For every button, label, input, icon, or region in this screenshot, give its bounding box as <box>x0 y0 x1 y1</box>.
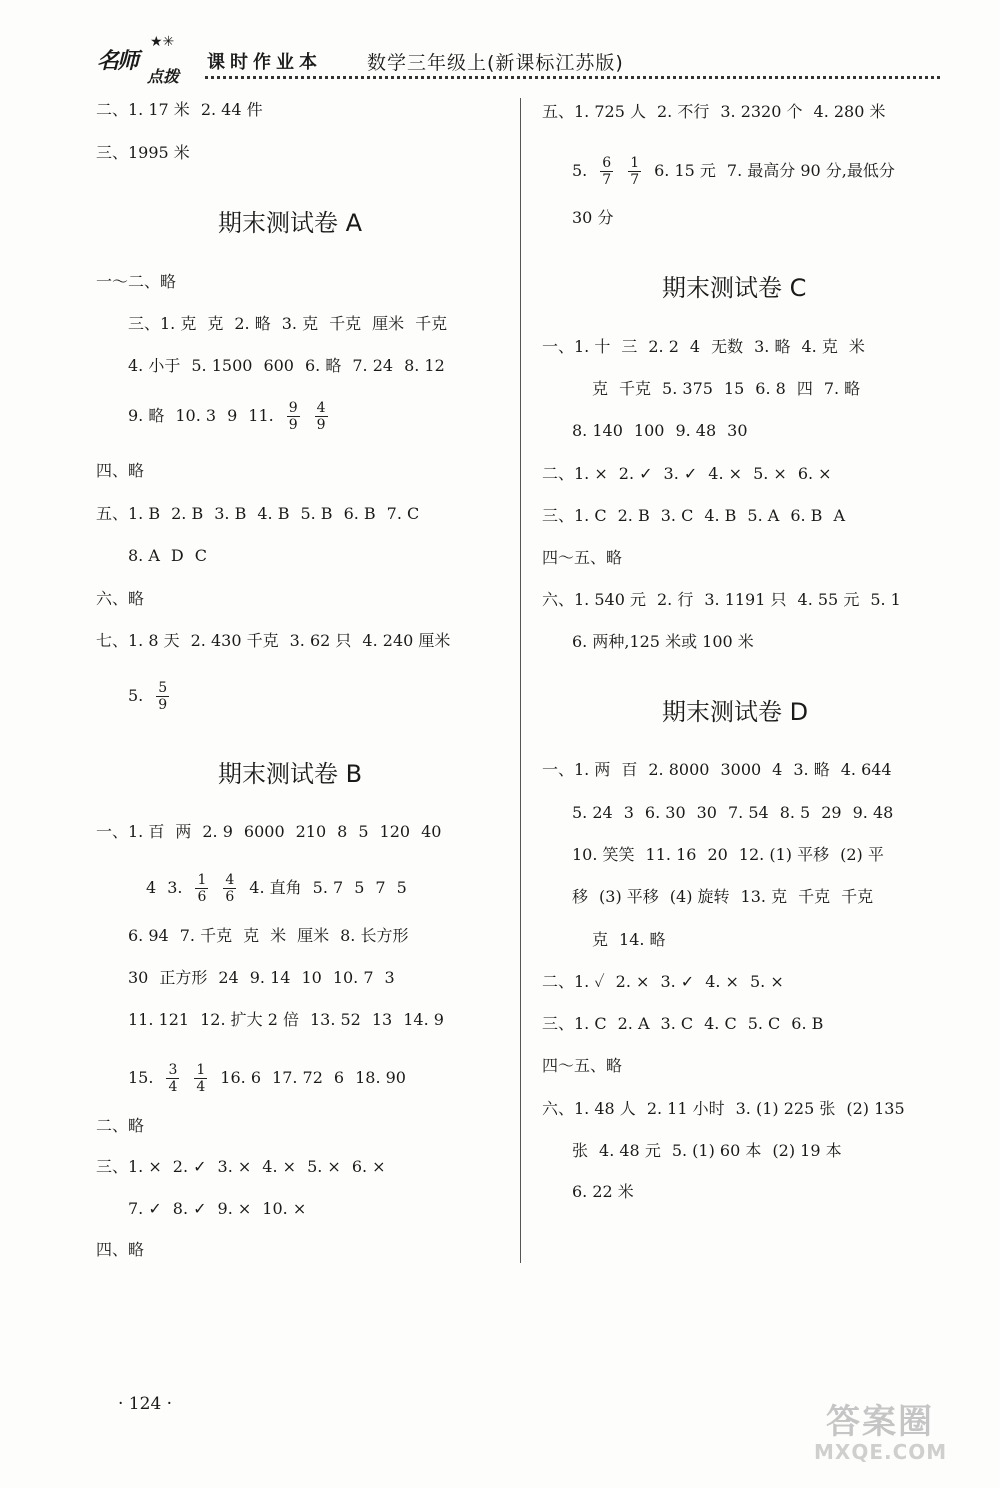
answer-text: 二、1. ✓ <box>542 972 605 991</box>
exam-section-heading: 期末测试卷 B <box>218 760 363 788</box>
answer-text: 4. 克 <box>801 337 838 356</box>
fraction <box>628 155 641 188</box>
answer-text: 2. × <box>615 972 650 991</box>
answer-text: 4. 小于 <box>128 356 181 375</box>
answer-text: 7 <box>375 878 386 897</box>
answer-text: 2. 8000 <box>648 760 710 779</box>
answer-text: 4. B <box>257 504 290 523</box>
answer-text: 2. 行 <box>656 590 694 609</box>
answer-text: (2) 135 <box>846 1099 905 1118</box>
answer-text: 张 <box>572 1141 589 1160</box>
answer-text: 四～五、略 <box>542 548 623 567</box>
answer-text: 6000 <box>243 822 285 841</box>
answer-line <box>128 1199 306 1219</box>
answer-text: 8. ✓ <box>172 1199 207 1218</box>
answer-text: 2. A <box>617 1014 650 1033</box>
answer-text: 二、略 <box>96 1116 145 1135</box>
answer-text: 3 <box>623 803 634 822</box>
answer-text: 一、1. 十 <box>542 337 611 356</box>
answer-text: 7. 54 <box>727 803 769 822</box>
answer-text: 3 <box>384 968 395 987</box>
answer-text: 12. 扩大 2 倍 <box>200 1010 299 1029</box>
fraction-denominator: 6 <box>225 889 235 905</box>
fraction-denominator: 9 <box>316 417 326 433</box>
answer-text: 3. B <box>214 504 247 523</box>
answer-text: 6. 略 <box>304 356 342 375</box>
answer-line <box>128 1062 406 1095</box>
answer-text: 3. (1) 225 张 <box>735 1099 836 1118</box>
answer-text: 克 <box>592 379 609 398</box>
answer-text: 3. C <box>660 506 694 525</box>
answer-text: 6. 22 米 <box>572 1182 634 1201</box>
answer-text: 4. C <box>704 1014 737 1033</box>
answer-line <box>96 822 441 842</box>
answer-text: 5 <box>396 878 407 897</box>
fraction-denominator: 9 <box>158 697 168 713</box>
answer-text: 四 <box>796 379 813 398</box>
answer-text: 4. 48 元 <box>599 1141 661 1160</box>
answer-text: 10 <box>301 968 322 987</box>
answer-text: 9. 48 <box>852 803 894 822</box>
answer-text: 6. × <box>797 464 832 483</box>
answer-text: 厘米 <box>297 926 330 945</box>
answer-text: 15 <box>723 379 745 398</box>
answer-text: 二、1. 17 米 <box>96 100 190 119</box>
answer-text: 4 <box>772 760 783 779</box>
answer-text: 8. 长方形 <box>340 926 409 945</box>
answer-text: 6. 15 元 <box>654 161 716 180</box>
answer-text: 3000 <box>720 760 762 779</box>
exam-section-heading: 期末测试卷 A <box>218 209 363 237</box>
answer-text: 4. × <box>708 464 743 483</box>
fraction-numerator: 1 <box>197 872 207 888</box>
fraction-denominator: 6 <box>197 889 207 905</box>
fraction-numerator: 9 <box>288 400 298 416</box>
fraction-denominator: 7 <box>630 172 640 188</box>
answer-text: 6. B <box>791 1014 824 1033</box>
answer-text: 5. 1500 <box>191 356 253 375</box>
answer-text: 2. B <box>617 506 650 525</box>
answer-text: 3. 62 只 <box>289 631 352 650</box>
exam-section-heading: 期末测试卷 D <box>662 698 809 726</box>
answer-text: 7. C <box>386 504 420 523</box>
answer-text: 4. 55 元 <box>797 590 860 609</box>
answer-line <box>96 272 176 292</box>
answer-line <box>572 1141 842 1161</box>
answer-text: 6. 两种,125 米或 100 米 <box>572 632 754 651</box>
answer-text: 4. B <box>704 506 737 525</box>
answer-text: 5. (1) 60 本 <box>671 1141 762 1160</box>
answer-text: 4 <box>146 878 157 897</box>
answer-line <box>96 143 190 163</box>
answer-line <box>96 504 419 524</box>
answer-text: 2. B <box>171 504 204 523</box>
answer-line <box>128 680 171 713</box>
answer-text: 2. ✓ <box>172 1157 207 1176</box>
answer-line <box>96 461 144 481</box>
answer-text: 8. 12 <box>404 356 445 375</box>
star-icon: ★✳ <box>150 34 175 50</box>
answer-line <box>572 845 884 865</box>
answer-text: 4. 280 米 <box>813 102 886 121</box>
answer-line <box>128 356 445 376</box>
answer-text: 5. × <box>307 1157 341 1176</box>
answer-text: 米 <box>848 337 865 356</box>
fraction-denominator: 9 <box>288 417 298 433</box>
answer-text: 9. × <box>217 1199 252 1218</box>
answer-line <box>128 968 395 988</box>
answer-text: 14. 略 <box>619 930 666 949</box>
fraction <box>194 1062 207 1095</box>
answer-line <box>572 632 754 652</box>
answer-text: 3. × <box>217 1157 252 1176</box>
answer-text: 15. <box>128 1068 154 1087</box>
answer-text: 29 <box>821 803 842 822</box>
answer-line <box>128 314 447 334</box>
answer-text: 10. × <box>262 1199 307 1218</box>
answer-text: 9. 48 <box>675 421 717 440</box>
answer-line <box>572 421 748 441</box>
answer-line <box>542 972 784 992</box>
answer-text: 3. 略 <box>793 760 830 779</box>
answer-text: 五、1. 725 人 <box>542 102 646 121</box>
answer-text: 一、1. 两 <box>542 760 611 779</box>
answer-text: 12. (1) 平移 <box>738 845 830 864</box>
answer-text: 4. × <box>705 972 739 991</box>
answer-text: 一～二、略 <box>96 272 177 291</box>
column-divider <box>520 98 521 1263</box>
answer-text: 10. 笑笑 <box>572 845 635 864</box>
answer-text: 20 <box>707 845 728 864</box>
answer-text: 7. 千克 <box>179 926 233 945</box>
answer-text: 5. B <box>300 504 333 523</box>
answer-line <box>592 379 860 399</box>
answer-text: 千克 <box>841 887 874 906</box>
answer-text: 17. 72 <box>272 1068 323 1087</box>
answer-text: 六、略 <box>96 589 145 608</box>
fraction-numerator: 4 <box>316 400 326 416</box>
answer-text: 14. 9 <box>403 1010 444 1029</box>
answer-text: 4 <box>689 337 701 356</box>
answer-text: 6. 8 <box>755 379 786 398</box>
fraction-numerator: 6 <box>602 155 612 171</box>
answer-text: 7. ✓ <box>128 1199 162 1218</box>
answer-line <box>96 1116 144 1136</box>
answer-text: 2. 2 <box>648 337 679 356</box>
answer-text: 3. 克 <box>281 314 319 333</box>
fraction-numerator: 5 <box>158 680 168 696</box>
answer-text: 6. × <box>351 1157 386 1176</box>
answer-text: 四、略 <box>96 1240 145 1259</box>
answer-text: 100 <box>633 421 665 440</box>
answer-text: 千克 <box>415 314 448 333</box>
answer-text: 7. 略 <box>823 379 861 398</box>
answer-text: 5. × <box>749 972 784 991</box>
answer-text: 6. B <box>790 506 823 525</box>
answer-text: 五、1. B <box>96 504 161 523</box>
answer-text: 11. 16 <box>645 845 697 864</box>
answer-line <box>542 1099 905 1119</box>
answer-text: D <box>170 546 184 565</box>
answer-text: 5. 375 <box>662 379 713 398</box>
answer-line <box>542 464 832 484</box>
answer-text: 三、1995 米 <box>96 143 190 162</box>
answer-text: (2) 19 本 <box>772 1141 842 1160</box>
answer-text: 三 <box>621 337 638 356</box>
answer-text: 3. ✓ <box>660 972 695 991</box>
answer-text: 6 <box>333 1068 345 1087</box>
answer-text: 三、1. C <box>542 506 607 525</box>
answer-text: 7. 最高分 90 分,最低分 <box>726 161 895 180</box>
answer-text: (2) 平 <box>840 845 884 864</box>
answer-text: 5. <box>572 161 588 180</box>
answer-text: 正方形 <box>159 968 208 987</box>
answer-text: (3) 平移 <box>599 887 659 906</box>
answer-text: 厘米 <box>372 314 405 333</box>
fraction-denominator: 4 <box>196 1079 206 1095</box>
answer-text: 七、1. 8 天 <box>96 631 180 650</box>
answer-text: 5. 1 <box>870 590 901 609</box>
answer-line <box>96 589 144 609</box>
answer-text: 9. 14 <box>249 968 291 987</box>
answer-text: 8. A <box>128 546 160 565</box>
answer-text: 2. ✓ <box>618 464 653 483</box>
answer-text: 5 <box>358 822 369 841</box>
answer-line <box>96 1157 386 1177</box>
answer-text: 3. C <box>660 1014 694 1033</box>
answer-text: 11. <box>248 406 274 425</box>
answer-text: 16. 6 <box>220 1068 262 1087</box>
answer-line <box>128 926 408 946</box>
answer-text: 克 <box>592 930 609 949</box>
fraction-numerator: 1 <box>630 155 640 171</box>
fraction <box>166 1062 179 1095</box>
watermark-url: MXQE.COM <box>814 1440 948 1464</box>
answer-text: 3. <box>167 878 183 897</box>
answer-text: 三、1. 克 <box>128 314 197 333</box>
answer-text: 2. 430 千克 <box>190 631 279 650</box>
answer-line <box>542 102 886 122</box>
answer-text: 6. 94 <box>128 926 169 945</box>
answer-line <box>592 930 666 950</box>
answer-text: 3. 2320 个 <box>720 102 803 121</box>
answer-text: 百 <box>621 760 638 779</box>
answer-text: C <box>194 546 207 565</box>
answer-line <box>96 100 263 120</box>
answer-line <box>572 887 873 907</box>
page-number: · 124 · <box>118 1394 173 1414</box>
answer-line <box>542 506 845 526</box>
answer-text: 4. × <box>262 1157 297 1176</box>
fraction <box>600 155 613 188</box>
answer-text: 2. 略 <box>234 314 271 333</box>
answer-text: 5. A <box>747 506 780 525</box>
answer-text: (4) 旋转 <box>669 887 730 906</box>
answer-text: 2. 不行 <box>656 102 710 121</box>
answer-text: 600 <box>263 356 294 375</box>
answer-text: 二、1. × <box>542 464 608 483</box>
answer-text: 10. 7 <box>332 968 374 987</box>
answer-text: 无数 <box>711 337 744 356</box>
answer-text: 30 <box>727 421 748 440</box>
answer-line <box>128 546 207 566</box>
answer-text: 30 <box>128 968 149 987</box>
answer-text: 2. 11 小时 <box>646 1099 725 1118</box>
answer-text: A <box>833 506 845 525</box>
answer-text: 8. 140 <box>572 421 623 440</box>
fraction <box>156 680 169 713</box>
answer-text: 2. 44 件 <box>200 100 263 119</box>
answer-text: 5. × <box>753 464 787 483</box>
exam-section-heading: 期末测试卷 C <box>662 274 807 302</box>
brand-logo <box>95 34 205 84</box>
answer-text: 5. C <box>747 1014 781 1033</box>
book-title: 数学三年级上(新课标江苏版) <box>367 52 624 74</box>
answer-line <box>128 400 330 433</box>
answer-text: 三、1. C <box>542 1014 607 1033</box>
answer-text: 一、1. 百 <box>96 822 165 841</box>
answer-line <box>572 803 893 823</box>
answer-line <box>542 1014 823 1034</box>
answer-text: 两 <box>175 822 192 841</box>
answer-text: 5. <box>128 686 144 705</box>
answer-text: 4. 240 厘米 <box>362 631 451 650</box>
series-title: 课时作业本 <box>207 52 322 73</box>
answer-text: 10. 3 <box>175 406 217 425</box>
answer-text: 7. 24 <box>352 356 394 375</box>
answer-text: 5 <box>354 878 365 897</box>
answer-text: 9. 略 <box>128 406 165 425</box>
answer-text: 6. B <box>343 504 376 523</box>
answer-text: 5. 24 <box>572 803 613 822</box>
answer-text: 四、略 <box>96 461 145 480</box>
answer-text: 9 <box>227 406 238 425</box>
answer-line <box>542 1056 622 1076</box>
answer-text: 4. 直角 <box>249 878 302 897</box>
answer-text: 13 <box>371 1010 393 1029</box>
answer-line <box>542 590 901 610</box>
fraction-numerator: 3 <box>168 1062 178 1078</box>
answer-text: 四～五、略 <box>542 1056 623 1075</box>
fraction-denominator: 7 <box>602 172 612 188</box>
answer-text: 克 <box>207 314 224 333</box>
answer-text: 4. 644 <box>840 760 892 779</box>
header-rule <box>205 76 940 79</box>
answer-text: 三、1. × <box>96 1157 162 1176</box>
answer-text: 3. 1191 只 <box>704 590 787 609</box>
answer-text: 13. 克 <box>740 887 788 906</box>
answer-line <box>542 337 865 357</box>
answer-text: 米 <box>270 926 287 945</box>
answer-text: 3. ✓ <box>663 464 698 483</box>
answer-text: 8 <box>337 822 348 841</box>
answer-text: 40 <box>421 822 442 841</box>
answer-text: 24 <box>218 968 239 987</box>
answer-text: 30 分 <box>572 208 614 227</box>
fraction <box>287 400 300 433</box>
answer-text: 千克 <box>329 314 362 333</box>
fraction <box>195 872 208 905</box>
answer-text: 13. 52 <box>309 1010 361 1029</box>
watermark-logo-text: 答案圈 <box>826 1402 934 1442</box>
answer-text: 120 <box>379 822 411 841</box>
answer-text: 18. 90 <box>355 1068 406 1087</box>
answer-text: 5. 7 <box>312 878 344 897</box>
answer-line <box>572 1182 634 1202</box>
fraction-numerator: 1 <box>196 1062 206 1078</box>
answer-line <box>542 548 622 568</box>
answer-line <box>96 631 450 651</box>
answer-text: 六、1. 540 元 <box>542 590 646 609</box>
logo-text: 名师 <box>97 48 138 74</box>
answer-text: 六、1. 48 人 <box>542 1099 636 1118</box>
answer-text: 2. 9 <box>202 822 233 841</box>
answer-line <box>146 872 407 905</box>
answer-line <box>572 155 895 188</box>
answer-line <box>542 760 892 780</box>
answer-line <box>128 1010 444 1030</box>
fraction-numerator: 4 <box>225 872 235 888</box>
fraction <box>315 400 328 433</box>
answer-text: 11. 121 <box>128 1010 190 1029</box>
answer-text: 克 <box>243 926 260 945</box>
fraction-denominator: 4 <box>168 1079 178 1095</box>
answer-text: 30 <box>696 803 717 822</box>
answer-line <box>572 208 613 228</box>
fraction <box>223 872 236 905</box>
answer-text: 8. 5 <box>779 803 811 822</box>
logo-subtext: 点拨 <box>147 67 180 86</box>
answer-text: 千克 <box>619 379 652 398</box>
answer-text: 移 <box>572 887 589 906</box>
answer-text: 千克 <box>798 887 831 906</box>
watermark <box>812 1390 987 1470</box>
answer-text: 210 <box>295 822 327 841</box>
answer-line <box>96 1240 144 1260</box>
answer-text: 3. 略 <box>754 337 791 356</box>
answer-text: 6. 30 <box>644 803 686 822</box>
page-header <box>95 28 945 88</box>
